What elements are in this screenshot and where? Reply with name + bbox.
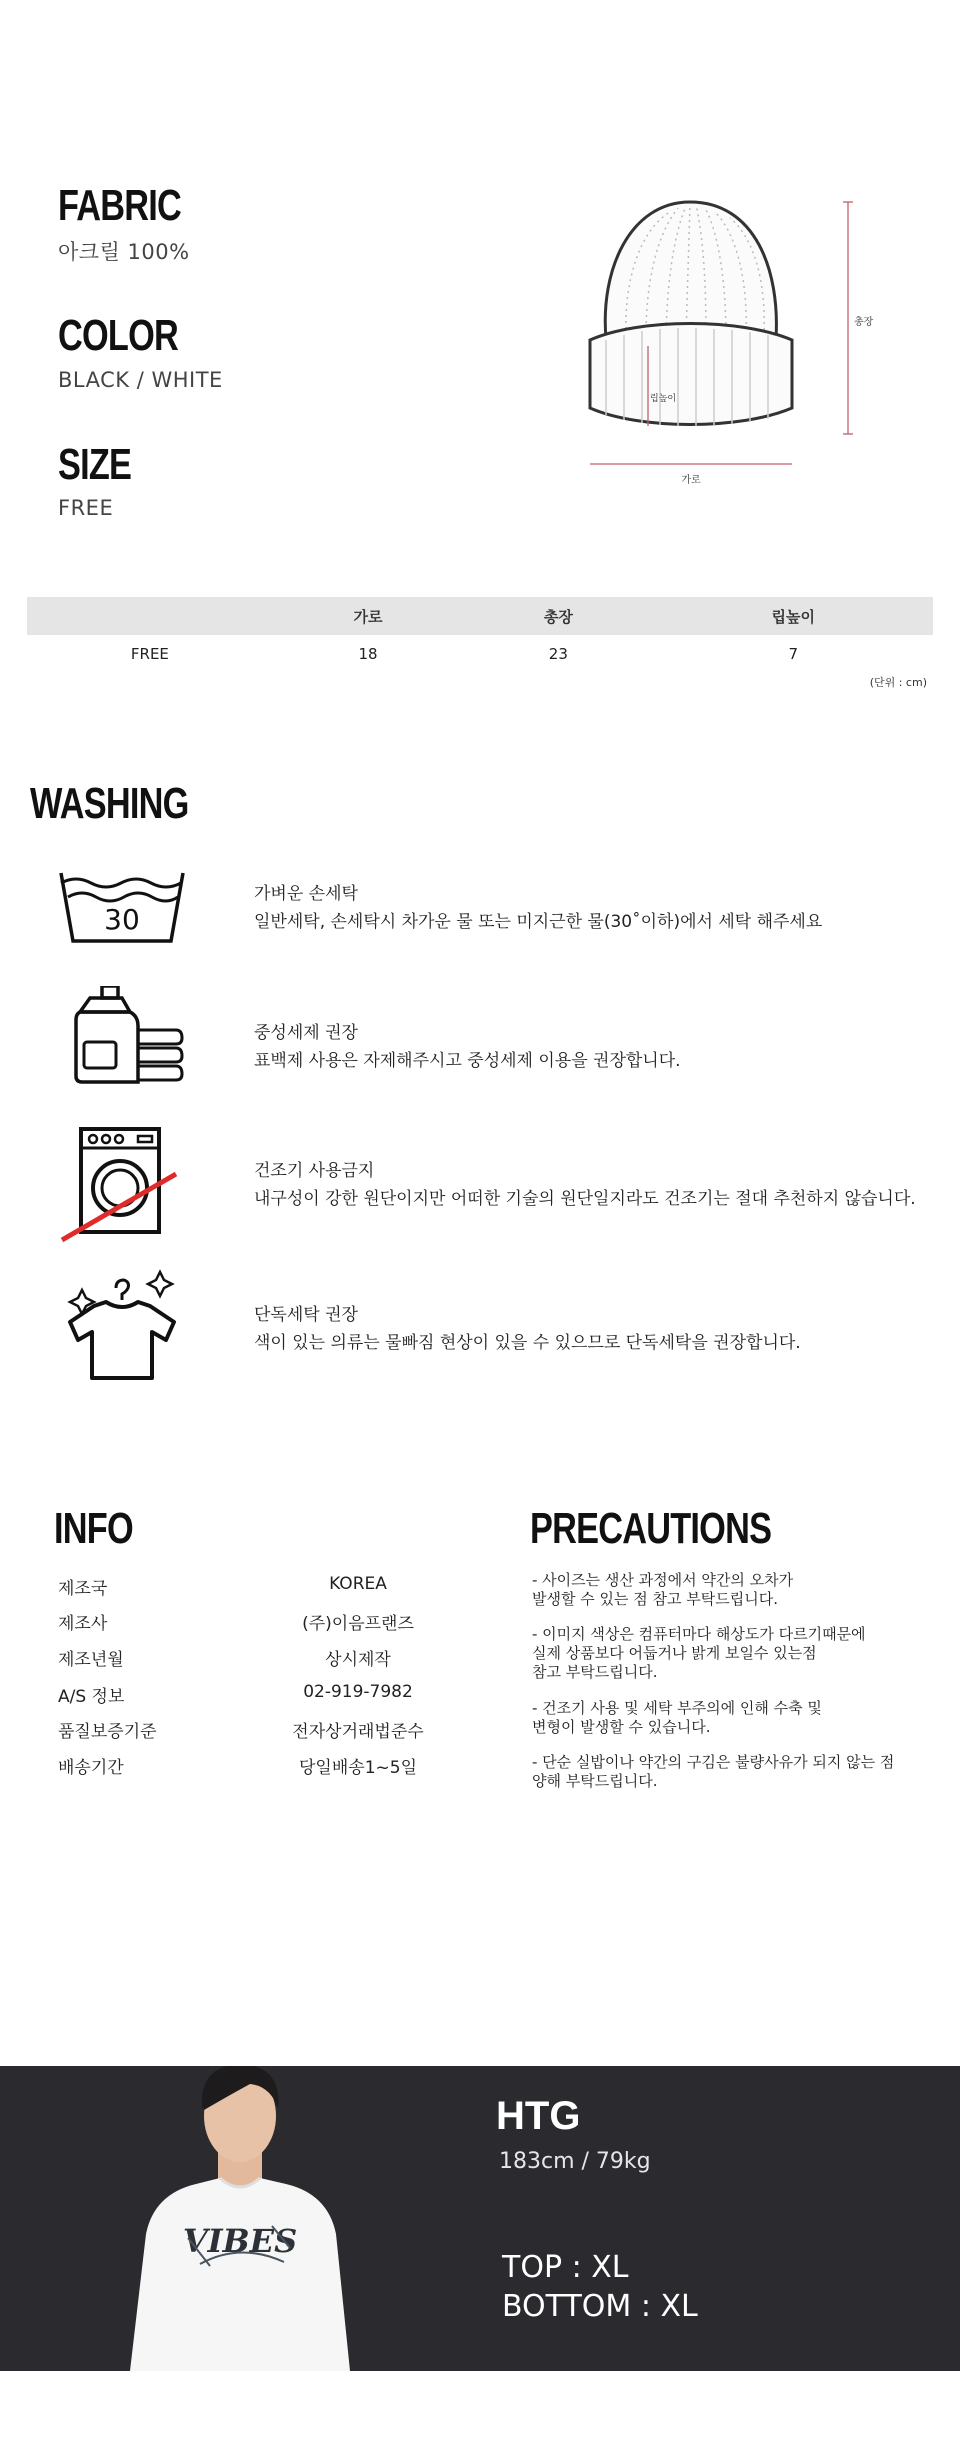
wash-item-title: 건조기 사용금지 [254, 1161, 375, 1181]
wash-temp: 30 [104, 903, 140, 936]
info-key: 배송기간 [58, 1758, 124, 1778]
size-table [27, 597, 933, 673]
info-key: 제조사 [58, 1614, 108, 1634]
info-value: 전자상거래법준수 [292, 1722, 424, 1742]
table-header: 립높이 [654, 597, 933, 635]
precaution-item: - 이미지 색상은 컴퓨터마다 해상도가 다르기때문에 실제 상품보다 어둡거나 밝게 보일수 있는점 참고 부탁드립니다. [532, 1625, 866, 1681]
table-cell: 7 [788, 645, 799, 663]
info-row [58, 1645, 458, 1679]
fabric-value: 아크릴 100% [58, 240, 190, 264]
table-header-row [27, 597, 933, 635]
precaution-item: - 단순 실밥이나 약간의 구김은 불량사유가 되지 않는 점 양해 부탁드립니다. [532, 1753, 895, 1790]
info-value: (주)이음프랜즈 [302, 1614, 414, 1634]
wash-30-icon [58, 865, 188, 995]
height-label: 총장 [854, 317, 874, 328]
info-value: 02-919-7982 [303, 1682, 413, 1702]
info-row [58, 1682, 458, 1716]
no-dryer-icon [58, 1126, 188, 1256]
info-key: 품질보증기준 [58, 1722, 157, 1742]
table-header: 총장 [463, 597, 653, 635]
color-title: COLOR [58, 311, 179, 360]
model-top-size: TOP : XL [502, 2250, 629, 2285]
table-cell: 23 [548, 645, 568, 663]
precaution-item: - 사이즈는 생산 과정에서 약간의 오차가 발생할 수 있는 점 참고 부탁드립니다. [532, 1571, 794, 1608]
model-body: 183cm / 79kg [499, 2149, 651, 2174]
table-cell: FREE [130, 645, 169, 663]
fabric-title: FABRIC [58, 181, 182, 230]
separate-wash-icon [58, 1268, 188, 1398]
wash-item-desc: 일반세탁, 손세탁시 차가운 물 또는 미지근한 물(30˚이하)에서 세탁 해주세요 [254, 912, 823, 932]
wash-item [0, 1126, 960, 1266]
table-header: 가로 [273, 597, 463, 635]
wash-item-desc: 표백제 사용은 자제해주시고 중성세제 이용을 권장합니다. [254, 1051, 681, 1071]
shirt-print: VIBES [182, 2222, 298, 2260]
model-name: HTG [496, 2094, 581, 2138]
info-value: KOREA [329, 1574, 387, 1594]
table-row [27, 635, 933, 673]
neutral-detergent-icon [58, 986, 188, 1116]
info-key: 제조년월 [58, 1650, 124, 1670]
info-row [58, 1574, 458, 1608]
wash-item [0, 1268, 960, 1408]
info-key: 제조국 [58, 1579, 108, 1599]
wash-item [0, 865, 960, 1005]
size-value: FREE [58, 496, 114, 520]
wash-item [0, 986, 960, 1126]
size-title: SIZE [58, 440, 132, 489]
wash-item-title: 단독세탁 권장 [254, 1305, 358, 1325]
wash-item-desc: 색이 있는 의류는 물빠짐 현상이 있을 수 있으므로 단독세탁을 권장합니다. [254, 1333, 801, 1353]
model-photo [100, 2066, 380, 2371]
wash-item-title: 가벼운 손세탁 [254, 884, 358, 904]
info-row [58, 1609, 458, 1643]
beanie-icon [590, 202, 792, 426]
beanie-diagram [570, 190, 890, 490]
info-value: 당일배송1~5일 [299, 1758, 417, 1778]
unit-note: (단위 : cm) [869, 676, 927, 689]
washing-title: WASHING [30, 779, 189, 828]
info-value: 상시제작 [325, 1650, 391, 1670]
wash-item-title: 중성세제 권장 [254, 1023, 358, 1043]
precautions-title: PRECAUTIONS [530, 1504, 772, 1553]
precaution-item: - 건조기 사용 및 세탁 부주의에 인해 수축 및 변형이 발생할 수 있습니다. [532, 1699, 822, 1736]
rib-label: 립높이 [650, 394, 677, 404]
model-bottom-size: BOTTOM : XL [502, 2289, 698, 2324]
width-label: 가로 [681, 475, 701, 486]
wash-item-desc: 내구성이 강한 원단이지만 어떠한 기술의 원단일지라도 건조기는 절대 추천하지 않습니다. [254, 1189, 916, 1209]
info-key: A/S 정보 [58, 1687, 125, 1707]
color-value: BLACK / WHITE [58, 368, 223, 392]
table-cell: 18 [358, 645, 378, 663]
info-title: INFO [54, 1504, 133, 1553]
info-row [58, 1753, 458, 1787]
table-header [27, 597, 273, 635]
model-info-panel [0, 2066, 960, 2371]
info-row [58, 1717, 458, 1751]
